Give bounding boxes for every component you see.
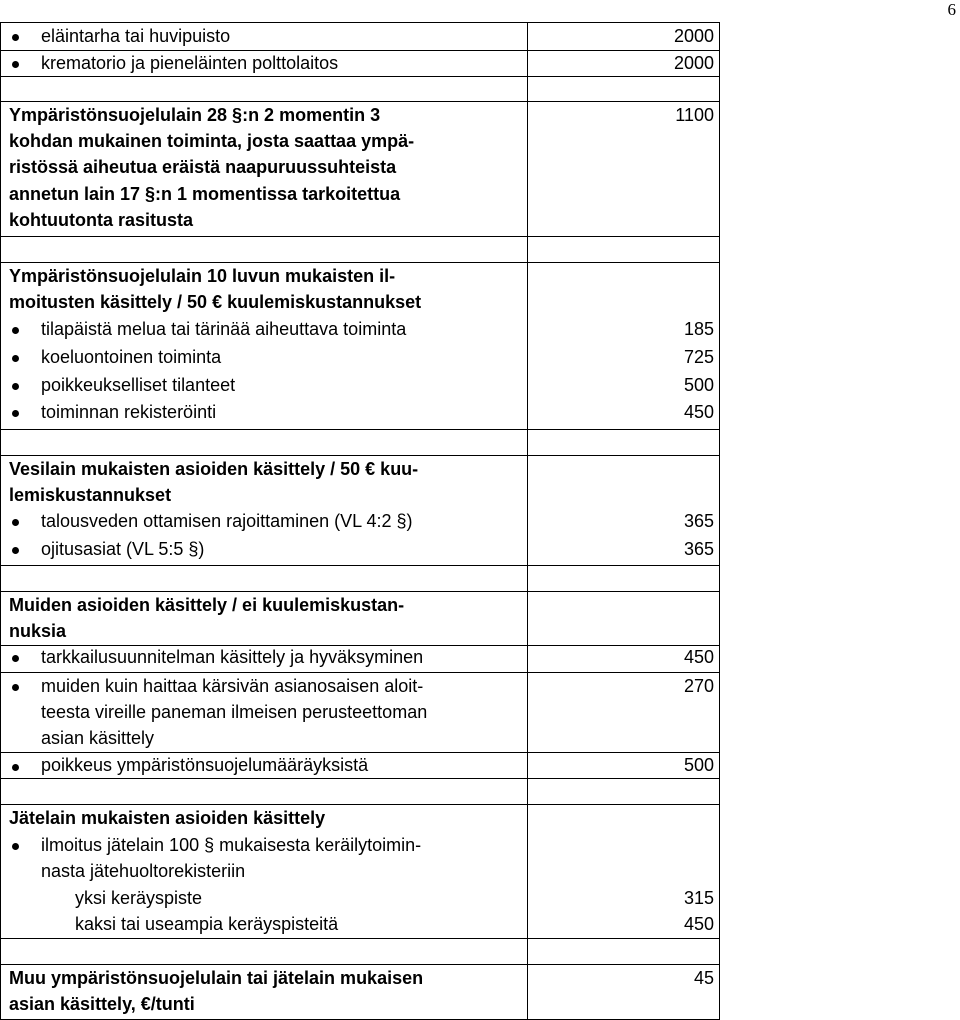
row-label: poikkeus ympäristönsuojelumääräyksistä xyxy=(41,755,369,775)
row-value: 185 xyxy=(683,319,714,339)
bullet-icon xyxy=(12,327,19,334)
heading-line: asian käsittely, €/tunti xyxy=(9,994,195,1014)
row-value: 315 xyxy=(683,888,714,908)
row-label: teesta vireille paneman ilmeisen perusteettoman xyxy=(41,702,428,722)
row-label: ojitusasiat (VL 5:5 §) xyxy=(41,539,205,559)
table-rule xyxy=(0,778,720,779)
row-label: toiminnan rekisteröinti xyxy=(41,402,217,422)
heading-line: kohdan mukainen toiminta, josta saattaa ympä- xyxy=(9,131,415,151)
heading-line: kohtuutonta rasitusta xyxy=(9,210,194,230)
table-rule xyxy=(0,22,720,23)
heading-line: Vesilain mukaisten asioiden käsittely / 50 € kuu- xyxy=(9,459,419,479)
row-label: ilmoitus jätelain 100 § mukaisesta keräilytoimin- xyxy=(41,835,422,855)
table-left-border xyxy=(0,22,1,1020)
table-rule xyxy=(0,76,720,77)
heading-line: Ympäristönsuojelulain 28 §:n 2 momentin 3 xyxy=(9,105,381,125)
row-value: 365 xyxy=(683,539,714,559)
row-value: 725 xyxy=(683,347,714,367)
row-value: 270 xyxy=(683,676,714,696)
bullet-icon xyxy=(12,355,19,362)
table-rule xyxy=(0,938,720,939)
table-rule xyxy=(0,565,720,566)
bullet-icon xyxy=(12,61,19,68)
row-label: koeluontoinen toiminta xyxy=(41,347,222,367)
row-label: asian käsittely xyxy=(41,728,155,748)
table-rule xyxy=(0,262,720,263)
heading-line: moitusten käsittely / 50 € kuulemiskustannukset xyxy=(9,292,422,312)
heading-line: annetun lain 17 §:n 1 momentissa tarkoitettua xyxy=(9,184,401,204)
row-value: 2000 xyxy=(673,53,714,73)
row-value: 450 xyxy=(683,402,714,422)
row-label: yksi keräyspiste xyxy=(75,888,203,908)
row-value: 2000 xyxy=(673,26,714,46)
bullet-icon xyxy=(12,519,19,526)
page-number: 6 xyxy=(947,0,956,19)
heading-line: nuksia xyxy=(9,621,67,641)
table-column-divider xyxy=(527,22,528,1020)
table-rule xyxy=(0,455,720,456)
table-rule xyxy=(0,672,720,673)
row-value: 45 xyxy=(693,968,714,988)
row-label: muiden kuin haittaa kärsivän asianosaisen aloit- xyxy=(41,676,424,696)
heading-line: Muiden asioiden käsittely / ei kuulemiskustan- xyxy=(9,595,405,615)
heading-line: ristössä aiheutua eräistä naapuruussuhteista xyxy=(9,157,397,177)
row-label: kaksi tai useampia keräyspisteitä xyxy=(75,914,339,934)
bullet-icon xyxy=(12,383,19,390)
bullet-icon xyxy=(12,843,19,850)
bullet-icon xyxy=(12,547,19,554)
row-label: talousveden ottamisen rajoittaminen (VL 4:2 §) xyxy=(41,511,413,531)
bullet-icon xyxy=(12,34,19,41)
heading-line: Muu ympäristönsuojelulain tai jätelain mukaisen xyxy=(9,968,424,988)
table-right-border xyxy=(719,22,720,1020)
row-value: 500 xyxy=(683,755,714,775)
row-value: 450 xyxy=(683,914,714,934)
table-rule xyxy=(0,964,720,965)
heading-line: lemiskustannukset xyxy=(9,485,172,505)
row-label: poikkeukselliset tilanteet xyxy=(41,375,236,395)
row-value: 450 xyxy=(683,647,714,667)
table-rule xyxy=(0,101,720,102)
row-value: 365 xyxy=(683,511,714,531)
row-value: 1100 xyxy=(675,105,714,125)
row-label: krematorio ja pieneläinten polttolaitos xyxy=(41,53,339,73)
row-label: nasta jätehuoltorekisteriin xyxy=(41,861,246,881)
bullet-icon xyxy=(12,684,19,691)
table-rule xyxy=(0,591,720,592)
table-rule xyxy=(0,429,720,430)
table-rule xyxy=(0,236,720,237)
heading-line: Jätelain mukaisten asioiden käsittely xyxy=(9,808,326,828)
row-label: eläintarha tai huvipuisto xyxy=(41,26,231,46)
row-value: 500 xyxy=(683,375,714,395)
bullet-icon xyxy=(12,764,19,771)
table-rule xyxy=(0,804,720,805)
row-label: tarkkailusuunnitelman käsittely ja hyväksyminen xyxy=(41,647,424,667)
row-label: tilapäistä melua tai tärinää aiheuttava toiminta xyxy=(41,319,407,339)
bullet-icon xyxy=(12,410,19,417)
bullet-icon xyxy=(12,655,19,662)
heading-line: Ympäristönsuojelulain 10 luvun mukaisten il- xyxy=(9,266,396,286)
